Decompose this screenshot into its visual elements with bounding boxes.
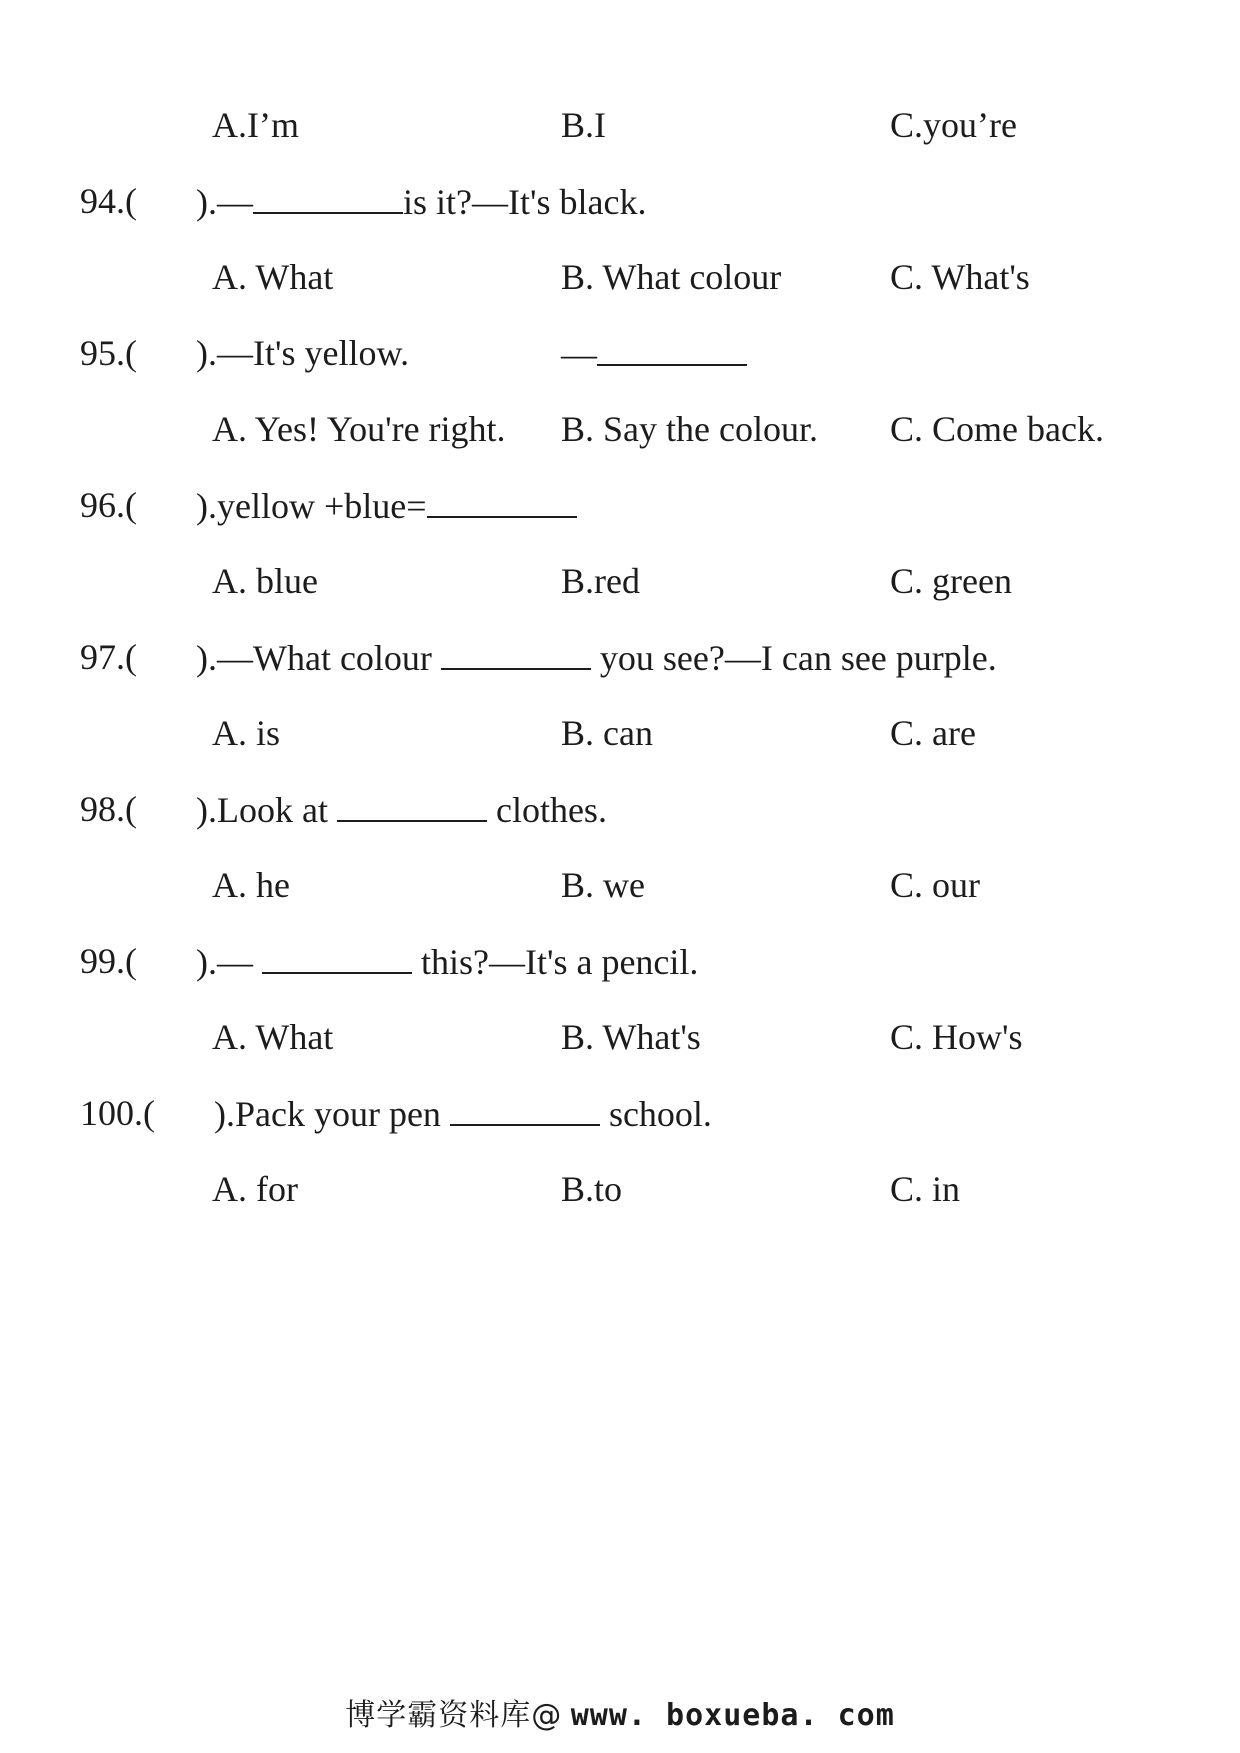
- q98-option-a: A. he: [212, 865, 290, 905]
- q95-dash: —: [561, 334, 597, 374]
- q94-text-after: is it?—It's black.: [403, 182, 647, 222]
- q99-option-a: A. What: [212, 1017, 334, 1057]
- q100-option-c: C. in: [890, 1169, 961, 1209]
- q94-option-a: A. What: [212, 257, 334, 297]
- q96-question: [0, 480, 1240, 530]
- q99-answer-blank: [262, 936, 412, 974]
- q97-text-after: you see?—I can see purple.: [599, 638, 997, 678]
- q94-number: 94.(: [80, 181, 137, 221]
- q100-question: [0, 1088, 1240, 1138]
- q98-option-b: B. we: [561, 865, 645, 905]
- q97-text-before: ).—What colour: [196, 638, 432, 678]
- q95-option-b: B. Say the colour.: [561, 409, 818, 449]
- q95-answer-blank: [597, 328, 747, 366]
- footer-watermark: [0, 1690, 1240, 1734]
- q98-answer-blank: [337, 784, 487, 822]
- q98-number: 98.(: [80, 789, 137, 829]
- q100-answer-blank: [450, 1088, 600, 1126]
- q98-question: [0, 784, 1240, 834]
- q98-options: [0, 860, 1240, 910]
- q97-option-a: A. is: [212, 713, 281, 753]
- q98-text-before: ).Look at: [196, 790, 328, 830]
- q95-option-c: C. Come back.: [890, 409, 1104, 449]
- q95-reply: [561, 328, 747, 379]
- q94-question: [0, 176, 1240, 226]
- q95-number: 95.(: [80, 333, 137, 373]
- q99-options: [0, 1012, 1240, 1062]
- q95-question: [0, 328, 1240, 378]
- q96-number: 96.(: [80, 485, 137, 525]
- q97-answer-blank: [441, 632, 591, 670]
- q100-stem: [214, 1088, 712, 1139]
- q96-option-a: A. blue: [212, 561, 318, 601]
- q95-option-a: A. Yes! You're right.: [212, 409, 506, 449]
- q100-text-after: school.: [608, 1094, 712, 1134]
- q93-option-c: C.you’re: [890, 105, 1017, 145]
- footer-site-name: 博学霸资料库@: [345, 1698, 563, 1733]
- footer-url: www. boxueba. com: [570, 1698, 895, 1733]
- q98-text-after: clothes.: [495, 790, 607, 830]
- q95-options: [0, 404, 1240, 454]
- q99-number: 99.(: [80, 941, 137, 981]
- q98-option-c: C. our: [890, 865, 980, 905]
- q96-stem: [196, 480, 577, 531]
- q94-answer-blank: [253, 176, 403, 214]
- q94-option-c: C. What's: [890, 257, 1030, 297]
- q96-options: [0, 556, 1240, 606]
- q94-option-b: B. What colour: [561, 257, 782, 297]
- q97-option-b: B. can: [561, 713, 653, 753]
- q96-answer-blank: [427, 480, 577, 518]
- q99-option-c: C. How's: [890, 1017, 1023, 1057]
- q97-options: [0, 708, 1240, 758]
- q100-option-a: A. for: [212, 1169, 298, 1209]
- q93-option-a: A.I’m: [212, 105, 299, 145]
- q93-option-b: B.I: [561, 105, 606, 145]
- q94-stem: [196, 176, 646, 227]
- q97-question: [0, 632, 1240, 682]
- q94-text-before: ).—: [196, 182, 253, 222]
- q94-options: [0, 252, 1240, 302]
- q99-option-b: B. What's: [561, 1017, 701, 1057]
- q99-text-after: this?—It's a pencil.: [421, 942, 699, 982]
- q97-stem: [196, 632, 997, 683]
- q93-options: [0, 100, 1240, 150]
- q100-number: 100.(: [80, 1093, 155, 1133]
- q100-options: [0, 1164, 1240, 1214]
- q99-text-before: ).—: [196, 942, 253, 982]
- q96-option-c: C. green: [890, 561, 1012, 601]
- q100-text-before: ).Pack your pen: [214, 1094, 441, 1134]
- q96-option-b: B.red: [561, 561, 640, 601]
- q97-number: 97.(: [80, 637, 137, 677]
- q99-question: [0, 936, 1240, 986]
- q96-text: ).yellow +blue=: [196, 486, 427, 526]
- q95-text: ).—It's yellow.: [196, 333, 410, 373]
- q98-stem: [196, 784, 607, 835]
- q99-stem: [196, 936, 698, 987]
- q97-option-c: C. are: [890, 713, 976, 753]
- q100-option-b: B.to: [561, 1169, 623, 1209]
